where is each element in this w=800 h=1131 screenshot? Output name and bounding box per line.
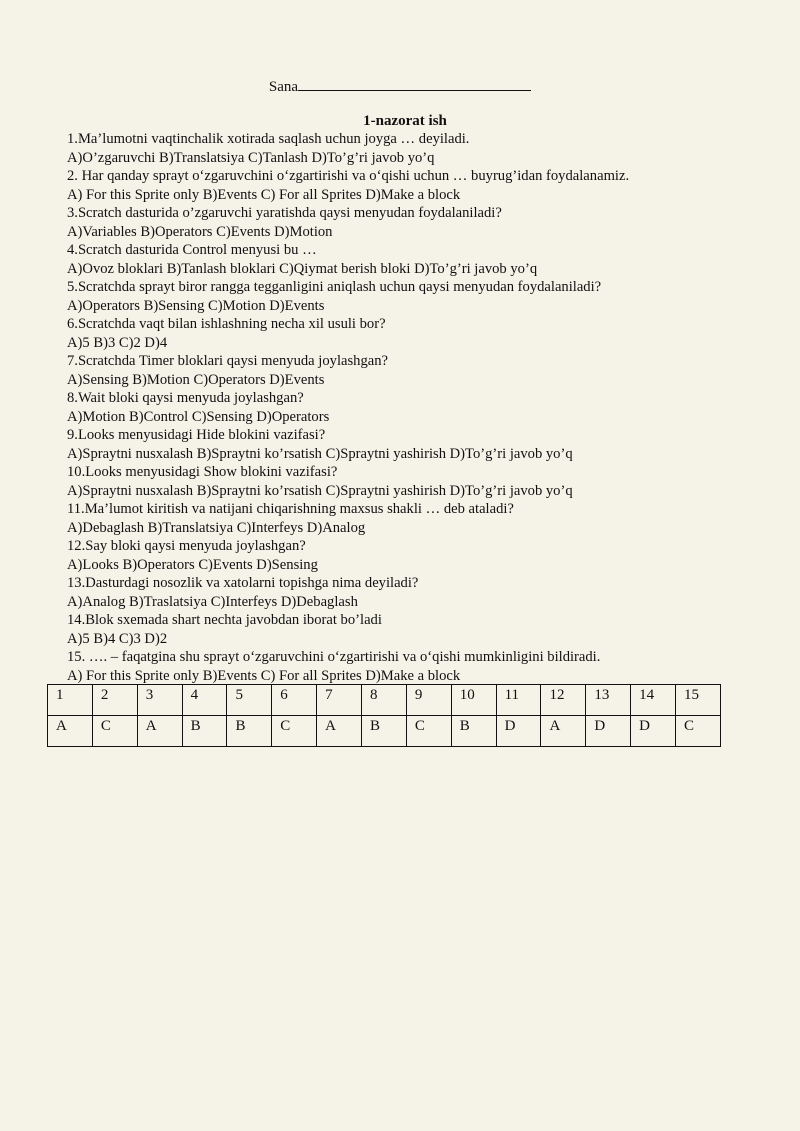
- date-label: Sana: [268, 79, 299, 95]
- question-number-cell: 2: [92, 685, 137, 716]
- question-text: 15. …. – faqatgina shu sprayt o‘zgaruvchini o‘zgartirishi va o‘qishi mumkinligini bildiradi.: [67, 649, 601, 665]
- answer-options: A)Variables B)Operators C)Events D)Motion: [67, 223, 333, 240]
- date-blank-line: [298, 76, 531, 91]
- answer-cell: D: [631, 716, 676, 747]
- question-text: 10.Looks menyusidagi Show blokini vazifasi?: [67, 464, 338, 480]
- question-number-cell: 13: [586, 685, 631, 716]
- question-text: 9.Looks menyusidagi Hide blokini vazifasi?: [67, 427, 326, 443]
- answer-options: A)O’zgaruvchi B)Translatsiya C)Tanlash D)To’g’ri javob yo’q: [67, 149, 435, 166]
- question-number-cell: 4: [182, 685, 227, 716]
- question-text: 2. Har qanday sprayt o‘zgaruvchini o‘zgartirishi va o‘qishi uchun … buyrug’idan foydalanamiz.: [67, 168, 630, 184]
- answer-options: A)Spraytni nusxalash B)Spraytni ko’rsatish C)Spraytni yashirish D)To’g’ri javob yo’q: [67, 445, 573, 462]
- question-text: 14.Blok sxemada shart nechta javobdan iborat bo’ladi: [67, 612, 382, 628]
- answer-options: A)Ovoz bloklari B)Tanlash bloklari C)Qiymat berish bloki D)To’g’ri javob yo’q: [67, 260, 538, 277]
- answer-options: A)Debaglash B)Translatsiya C)Interfeys D)Analog: [67, 519, 366, 536]
- question-number-cell: 10: [451, 685, 496, 716]
- question-number-cell: 11: [496, 685, 541, 716]
- question-text: 7.Scratchda Timer bloklari qaysi menyuda joylashgan?: [67, 353, 388, 369]
- question-number-cell: 7: [317, 685, 362, 716]
- question-number-cell: 5: [227, 685, 272, 716]
- question-number-cell: 8: [362, 685, 407, 716]
- answer-cell: C: [272, 716, 317, 747]
- answer-cell: A: [48, 716, 93, 747]
- answer-cell: D: [496, 716, 541, 747]
- answer-cell: B: [451, 716, 496, 747]
- answer-cell: B: [227, 716, 272, 747]
- answer-cell: C: [676, 716, 721, 747]
- answer-options: A)Spraytni nusxalash B)Spraytni ko’rsatish C)Spraytni yashirish D)To’g’ri javob yo’q: [67, 482, 573, 499]
- question-text: 13.Dasturdagi nosozlik va xatolarni topishga nima deyiladi?: [67, 575, 419, 591]
- answer-cell: A: [137, 716, 182, 747]
- answer-options: A)5 B)4 C)3 D)2: [67, 630, 168, 647]
- answer-options: A)Motion B)Control C)Sensing D)Operators: [67, 408, 330, 425]
- answer-cell: D: [586, 716, 631, 747]
- answer-options: A)Looks B)Operators C)Events D)Sensing: [67, 556, 318, 573]
- question-number-cell: 14: [631, 685, 676, 716]
- answer-cell: B: [182, 716, 227, 747]
- answer-table: [47, 684, 721, 747]
- answer-options: A)5 B)3 C)2 D)4: [67, 334, 168, 351]
- question-text: 6.Scratchda vaqt bilan ishlashning necha xil usuli bor?: [67, 316, 386, 332]
- answer-cell: A: [317, 716, 362, 747]
- page-title: 1-nazorat ish: [363, 113, 447, 129]
- question-text: 4.Scratch dasturida Control menyusi bu …: [67, 242, 317, 258]
- answer-cell: A: [541, 716, 586, 747]
- date-field: [0, 76, 800, 97]
- answer-options: A) For this Sprite only B)Events C) For all Sprites D)Make a block: [67, 186, 461, 203]
- question-text: 5.Scratchda sprayt biror rangga tegganligini aniqlash uchun qaysi menyudan foydalaniladi?: [67, 279, 602, 295]
- question-number-cell: 15: [676, 685, 721, 716]
- question-number-cell: 12: [541, 685, 586, 716]
- answer-options: A)Analog B)Traslatsiya C)Interfeys D)Debaglash: [67, 593, 358, 610]
- answer-options: A)Operators B)Sensing C)Motion D)Events: [67, 297, 325, 314]
- answer-cell: C: [406, 716, 451, 747]
- answer-options: A)Sensing B)Motion C)Operators D)Events: [67, 371, 325, 388]
- question-number-cell: 1: [48, 685, 93, 716]
- answer-table-number-row: [48, 685, 721, 716]
- question-number-cell: 6: [272, 685, 317, 716]
- question-list: [67, 130, 787, 685]
- question-text: 3.Scratch dasturida o’zgaruvchi yaratishda qaysi menyudan foydalaniladi?: [67, 205, 502, 221]
- question-text: 11.Ma’lumot kiritish va natijani chiqarishning maxsus shakli … deb ataladi?: [67, 501, 514, 517]
- answer-cell: B: [362, 716, 407, 747]
- question-text: 8.Wait bloki qaysi menyuda joylashgan?: [67, 390, 304, 406]
- question-number-cell: 9: [406, 685, 451, 716]
- question-number-cell: 3: [137, 685, 182, 716]
- answer-options: A) For this Sprite only B)Events C) For all Sprites D)Make a block: [67, 667, 461, 684]
- question-text: 12.Say bloki qaysi menyuda joylashgan?: [67, 538, 306, 554]
- answer-table-answer-row: [48, 716, 721, 747]
- answer-cell: C: [92, 716, 137, 747]
- question-text: 1.Ma’lumotni vaqtinchalik xotirada saqlash uchun joyga … deyiladi.: [67, 131, 470, 147]
